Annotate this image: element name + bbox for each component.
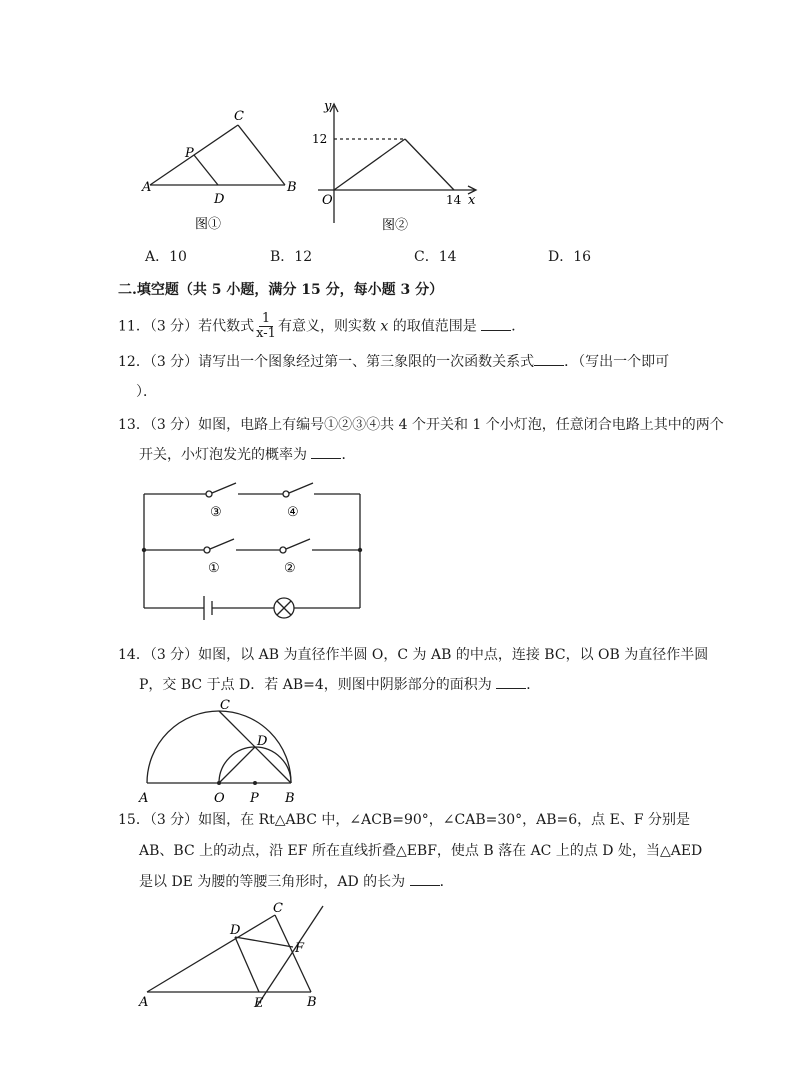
semi-point-b: B — [285, 791, 295, 806]
q15-line2: AB、BC 上的动点，沿 EF 所在直线折叠△EBF，使点 B 落在 AC 上的点 D 处，当△AED — [139, 843, 703, 859]
q15-line1: 15．（3 分）如图，在 Rt△ABC 中，∠ACB=90°，∠CAB=30°，AB=6，点 E、F 分别是 — [118, 812, 691, 828]
figure-1 — [130, 105, 310, 235]
option-c: C．14 — [414, 249, 457, 265]
fig2-origin: O — [322, 193, 333, 208]
semi-point-p: P — [250, 791, 259, 806]
triangle-fold-figure — [135, 900, 335, 1015]
fig2-y-axis-label: y — [324, 99, 332, 114]
q11-fraction — [256, 312, 276, 341]
semi-point-a: A — [139, 791, 149, 806]
q14-answer-blank[interactable] — [496, 676, 526, 689]
switch-label-3: ③ — [210, 505, 222, 520]
tri-point-b: B — [307, 995, 317, 1010]
fig2-label: 图② — [382, 218, 409, 233]
question-12-line1 — [118, 352, 669, 372]
q11-numerator: 1 — [259, 312, 273, 327]
q12-line1: 12．（3 分）请写出一个图象经过第一、第三象限的一次函数关系式 — [118, 354, 535, 370]
option-b: B．12 — [270, 249, 313, 265]
option-d: D．16 — [548, 249, 592, 265]
fig1-point-b: B — [287, 180, 297, 195]
question-11 — [118, 312, 525, 341]
q12-line1-tail: ．（写出一个即可 — [564, 354, 670, 370]
fig1-point-c: C — [234, 109, 244, 124]
question-15-line3 — [139, 872, 454, 892]
q13-line2: 开关，小灯泡发光的概率为 — [139, 447, 307, 463]
tri-point-e: E — [254, 996, 264, 1011]
q12-answer-blank[interactable] — [534, 353, 564, 366]
semi-point-d: D — [257, 734, 268, 749]
tri-point-f: F — [295, 941, 305, 956]
fig1-point-p: P — [185, 146, 194, 161]
option-a: A．10 — [145, 249, 187, 265]
section-heading: 二.填空题（共 5 小题，满分 15 分，每小题 3 分） — [118, 282, 444, 298]
tri-point-d: D — [230, 923, 241, 938]
fig1-label: 图① — [195, 217, 222, 232]
q14-line1: 14．（3 分）如图，以 AB 为直径作半圆 O，C 为 AB 的中点，连接 BC，以 OB 为直径作半圆 — [118, 647, 709, 663]
q11-tail: ． — [511, 318, 526, 335]
question-14-line2 — [139, 675, 540, 695]
q11-text-a: 有意义，则实数 — [277, 318, 381, 335]
q13-line1: 13．（3 分）如图，电路上有编号①②③④共 4 个开关和 1 个小灯泡，任意闭合电路上其中的两个 — [118, 417, 724, 433]
fig2-x-tick: 14 — [446, 193, 462, 207]
q14-line2: P，交 BC 于点 D．若 AB=4，则图中阴影部分的面积为 — [139, 677, 492, 693]
fig2-x-axis-label: x — [468, 193, 476, 208]
semi-point-o: O — [214, 791, 225, 806]
figure-2 — [310, 98, 485, 238]
semi-point-c: C — [220, 698, 230, 713]
circuit-diagram — [138, 480, 368, 620]
switch-label-1: ① — [208, 561, 220, 576]
fig2-y-tick: 12 — [312, 132, 328, 146]
q11-prefix: 11．（3 分）若代数式 — [118, 318, 255, 335]
tri-point-a: A — [139, 995, 149, 1010]
fig1-point-d: D — [214, 192, 225, 207]
question-13-line2 — [139, 445, 355, 465]
switch-label-2: ② — [284, 561, 296, 576]
q11-denominator: x-1 — [256, 326, 276, 341]
q15-line3: 是以 DE 为腰的等腰三角形时，AD 的长为 — [139, 874, 406, 890]
semicircle-figure — [135, 695, 310, 810]
tri-point-c: C — [273, 901, 283, 916]
q13-tail: ． — [341, 447, 356, 463]
q11-answer-blank[interactable] — [481, 318, 511, 331]
q12-line2: ）． — [136, 384, 157, 400]
q15-answer-blank[interactable] — [410, 873, 440, 886]
q14-tail: ． — [526, 677, 541, 693]
q13-answer-blank[interactable] — [311, 446, 341, 459]
fig1-point-a: A — [142, 180, 152, 195]
q11-text-b: 的取值范围是 — [388, 318, 477, 335]
switch-label-4: ④ — [287, 505, 299, 520]
q11-var: x — [380, 318, 389, 335]
q15-tail: ． — [439, 874, 454, 890]
